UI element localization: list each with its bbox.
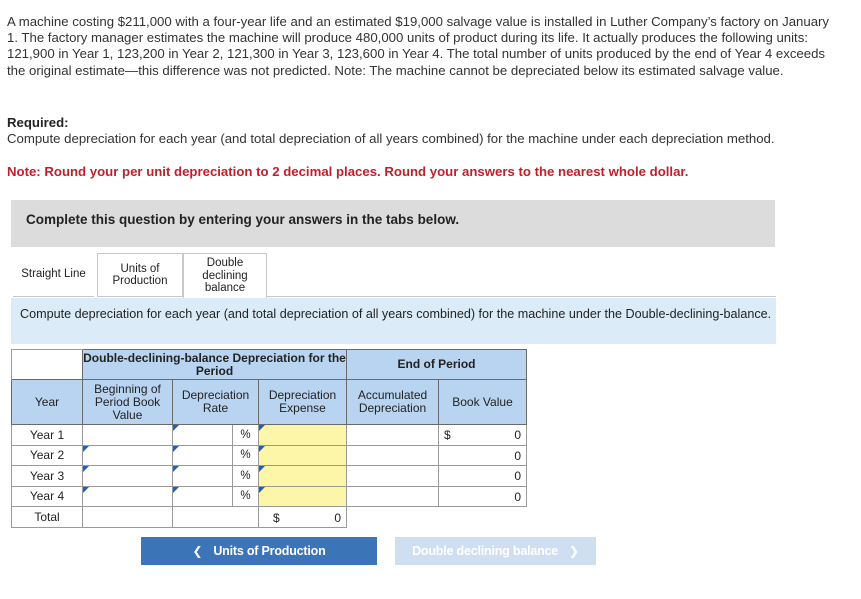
total-label: Total (12, 507, 83, 528)
header-ddb-period: Double-declining-balance Depreciation for the Period (83, 350, 346, 378)
depreciation-expense-input[interactable] (259, 466, 347, 487)
beginning-book-value-input[interactable] (83, 466, 173, 487)
beginning-book-value-input[interactable] (83, 445, 173, 466)
year-label: Year 4 (12, 486, 83, 507)
next-tab-button (395, 537, 596, 565)
book-value: 0 (514, 489, 521, 504)
header-year: Year (12, 380, 83, 425)
beginning-book-value-field[interactable] (83, 446, 172, 466)
instructions-banner-text: Complete this question by entering your answers in the tabs below. (26, 212, 460, 227)
accumulated-depreciation-field[interactable] (347, 425, 438, 445)
depreciation-expense-input[interactable] (259, 486, 347, 507)
dollar-sign: $ (273, 511, 280, 525)
required-heading: Required: (7, 115, 69, 130)
depreciation-table (11, 349, 527, 528)
beginning-book-value-input[interactable] (83, 486, 173, 507)
accumulated-depreciation-input[interactable] (347, 486, 439, 507)
table-row (12, 486, 527, 507)
year-label: Year 2 (12, 445, 83, 466)
previous-tab-label: Units of Production (213, 544, 326, 558)
book-value-cell (439, 466, 527, 487)
book-value: 0 (514, 428, 521, 442)
beginning-book-value-input[interactable] (83, 425, 173, 446)
required-text: Compute depreciation for each year (and total depreciation of all years combined) for the machine under each depreciation method. (7, 131, 775, 146)
problem-statement: A machine costing $211,000 with a four-year life and an estimated $19,000 salvage value is installed in Luther Company’s factory on January 1. The factory manager estimates the machine will produce 480,000 units of product during its life. It actually produces the following units: 121,900 in Year 1, 123,200 in Year 2, 121,300 in Year 3, 123,600 in Year 4. The total number of units produced by the end of Year 4 exceeds the original estimate—this difference was not predicted. Note: The machine cannot be depreciated below its estimated salvage value. (7, 14, 830, 78)
depreciation-rate-field[interactable] (173, 466, 232, 486)
depreciation-rate-field[interactable] (173, 425, 232, 445)
header-accumulated-depreciation: Accumulated Depreciation (347, 380, 439, 425)
percent-sign: % (233, 486, 259, 507)
header-blank (12, 350, 83, 380)
year-label: Year 1 (12, 425, 83, 446)
beginning-book-value-field[interactable] (83, 466, 172, 486)
depreciation-rate-input[interactable] (173, 425, 233, 446)
total-depreciation-cell (259, 507, 347, 528)
total-blank (83, 507, 173, 528)
header-depreciation-expense: Depreciation Expense (259, 380, 347, 425)
percent-sign: % (233, 445, 259, 466)
beginning-book-value-field[interactable] (83, 425, 172, 445)
chevron-right-icon: ❯ (569, 544, 579, 558)
accumulated-depreciation-field[interactable] (347, 466, 438, 486)
header-book-value: Book Value (439, 380, 527, 425)
total-blank (173, 507, 259, 528)
next-tab-label: Double declining balance (412, 544, 559, 558)
header-beginning-book-value: Beginning of Period Book Value (83, 380, 173, 425)
accumulated-depreciation-input[interactable] (347, 425, 439, 446)
total-depreciation: 0 (334, 511, 341, 525)
header-depreciation-rate: Depreciation Rate (173, 380, 259, 425)
depreciation-expense-input[interactable] (259, 425, 347, 446)
tab-straight-line[interactable] (13, 253, 94, 297)
book-value-cell (439, 445, 527, 466)
rounding-note: Note: Round your per unit depreciation to 2 decimal places. Round your answers to the nearest whole dollar. (7, 164, 689, 179)
accumulated-depreciation-field[interactable] (347, 446, 438, 466)
chevron-left-icon: ❮ (192, 544, 203, 558)
year-label: Year 3 (12, 466, 83, 487)
depreciation-rate-input[interactable] (173, 486, 233, 507)
depreciation-expense-field[interactable] (259, 487, 346, 507)
previous-tab-button[interactable] (141, 537, 377, 565)
depreciation-expense-field[interactable] (259, 446, 346, 466)
tab-label: Double declining balance (202, 257, 248, 295)
beginning-book-value-field[interactable] (83, 487, 172, 507)
accumulated-depreciation-field[interactable] (347, 487, 438, 507)
total-empty (347, 507, 439, 528)
tab-units-of-production[interactable] (97, 253, 183, 297)
depreciation-rate-input[interactable] (173, 466, 233, 487)
depreciation-expense-field[interactable] (259, 425, 346, 445)
accumulated-depreciation-input[interactable] (347, 466, 439, 487)
book-value: 0 (514, 469, 521, 483)
tab-label: Straight Line (21, 268, 86, 281)
tab-divider (267, 296, 776, 297)
book-value: 0 (514, 448, 521, 463)
percent-sign: % (233, 466, 259, 487)
percent-sign: % (233, 425, 259, 446)
tab-instructions: Compute depreciation for each year (and total depreciation of all years combined) for the machine under the Double-declining-balance. (11, 298, 776, 344)
table-row-total (12, 507, 527, 528)
table-row (12, 466, 527, 487)
accumulated-depreciation-input[interactable] (347, 445, 439, 466)
total-empty (439, 507, 527, 528)
book-value-cell (439, 425, 527, 446)
table-row (12, 445, 527, 466)
tab-label: Units of Production (112, 262, 168, 287)
dollar-sign: $ (444, 428, 451, 442)
depreciation-rate-field[interactable] (173, 487, 232, 507)
header-end-of-period: End of Period (347, 350, 527, 380)
depreciation-expense-field[interactable] (259, 466, 346, 486)
instructions-banner (11, 200, 775, 247)
depreciation-rate-field[interactable] (173, 446, 232, 466)
book-value-cell (439, 486, 527, 507)
depreciation-rate-input[interactable] (173, 445, 233, 466)
tab-double-declining-balance[interactable] (183, 253, 267, 298)
table-row (12, 425, 527, 446)
depreciation-expense-input[interactable] (259, 445, 347, 466)
